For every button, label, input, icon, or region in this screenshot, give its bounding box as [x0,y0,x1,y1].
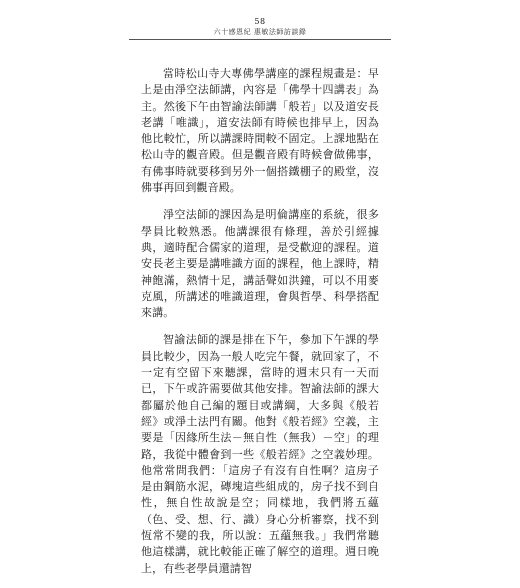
page-number: 58 [254,17,266,26]
body-text [141,66,379,588]
paragraph-2: 淨空法師的課因為是明倫講座的系統，很多學員比較熟悉。他講課很有條理，善於引經據典，適時配合儒家的道理，是受歡迎的課程。道安長老主要是講唯識方面的課程，他上課時，精神飽滿，熱情十足，講話聲如洪鐘，可以不用麥克風，所講述的唯識道理，會與哲學、科學搭配來講。 [141,208,379,320]
header-rule [129,39,391,40]
paragraph-1: 當時松山寺大專佛學講座的課程規畫是：早上是由淨空法師講，內容是「佛學十四講表」為主。然後下午由智諭法師講「般若」以及道安長老講「唯識」，道安法師有時候也排早上，因為他比較忙，所以講課時間較不固定。上課地點在松山寺的觀音殿。但是觀音殿有時候會做佛事，有佛事時就要移到另外一個搭鐵棚子的殿堂，沒佛事再回到觀音殿。 [141,67,379,195]
paragraph-3: 智諭法師的課是排在下午，參加下午課的學員比較少，因為一般人吃完午餐，就回家了，不一定有空留下來聽課，當時的週末只有一天而已，下午或許需要做其他安排。智諭法師的課大都屬於他自己編的題目或講綱，大多與《般若經》或淨土法門有關。他對《般若經》空義，主要是「因緣所生法－無自性（無我）－空」的理路，我從中體會到一些《般若經》之空義妙理。他常常問我們：「這房子有沒有自性啊？這房子是由鋼筋水泥，磚塊這些組成的，房子找不到自性，無自性故說是空；同樣地，我們將五蘊（色、受、想、行、識）身心分析審察，找不到恆常不變的我，所以說：五蘊無我。」我們常聽他這樣講，就比較能正確了解空的道理。週日晚上，有些老學員還請智 [141,333,379,575]
running-header-title: 六十感恩紀 惠敏法師訪談錄 [213,28,307,36]
